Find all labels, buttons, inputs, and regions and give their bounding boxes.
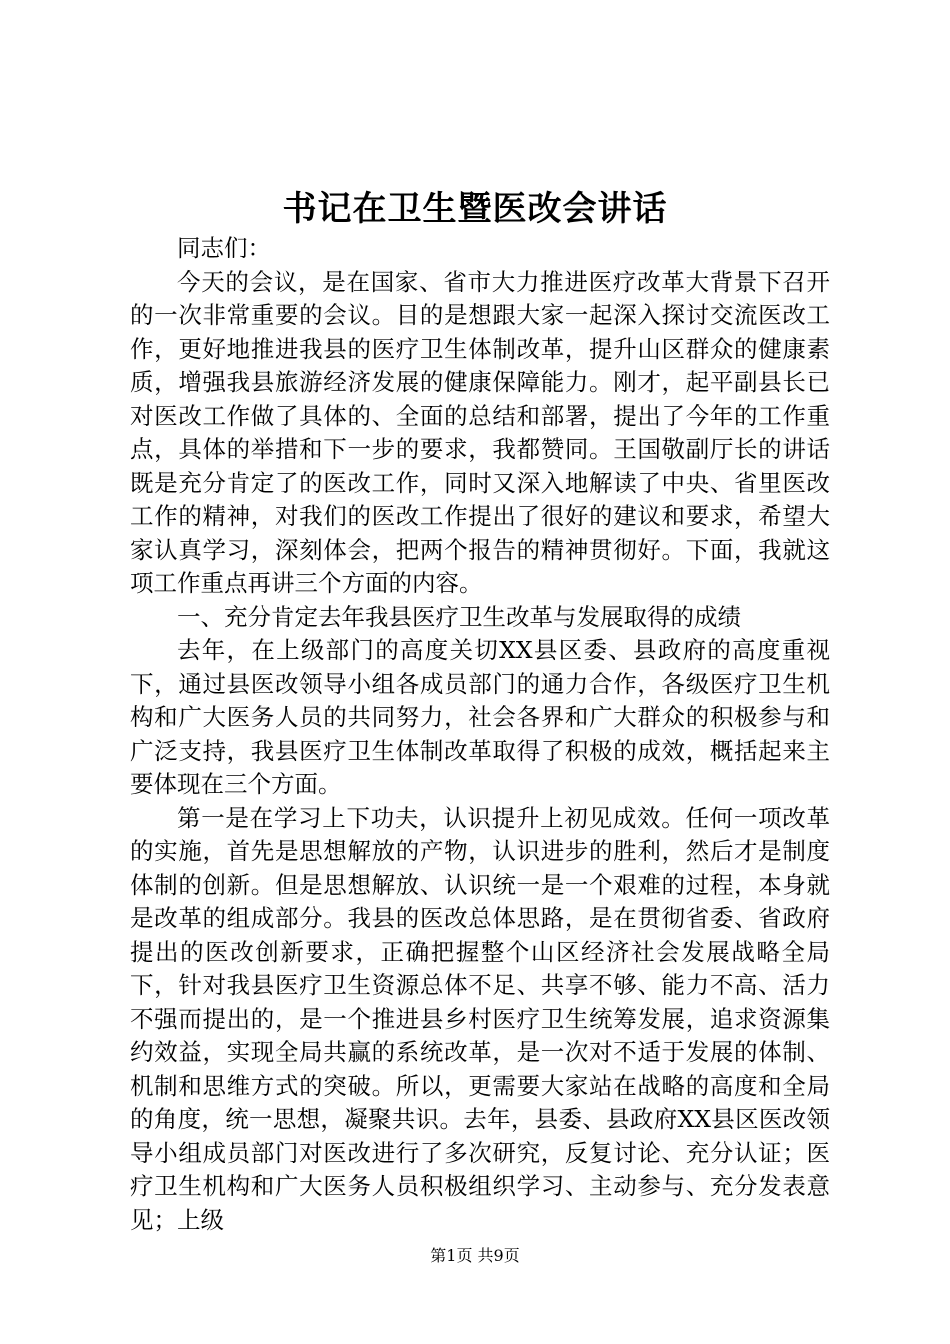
document-body [130, 232, 830, 1237]
document-title: 书记在卫生暨医改会讲话 [282, 189, 668, 229]
section-heading: 一、充分肯定去年我县医疗卫生改革与发展取得的成绩 [177, 602, 741, 631]
body-paragraph: 第一是在学习上下功夫，认识提升上初见成效。任何一项改革的实施，首先是思想解放的产物，认识进步的胜利，然后才是制度体制的创新。但是思想解放、认识统一是一个艰难的过程，本身就是改革的组成部分。我县的医改总体思路，是在贯彻省委、省政府提出的医改创新要求，正确把握整个山区经济社会发展战略全局下，针对我县医疗卫生资源总体不足、共享不够、能力不高、活力不强而提出的，是一个推进县乡村医疗卫生统筹发展，追求资源集约效益，实现全局共赢的系统改革，是一次对不适于发展的体制、机制和思维方式的突破。所以，更需要大家站在战略的高度和全局的角度，统一思想，凝聚共识。去年，县委、县政府XX县区医改领导小组成员部门对医改进行了多次研究，反复讨论、充分认证；医疗卫生机构和广大医务人员积极组织学习、主动参与、充分发表意见；上级 [130, 803, 830, 1234]
salutation-paragraph: 同志们： [177, 234, 271, 262]
body-paragraph: 去年，在上级部门的高度关切XX县区委、县政府的高度重视下，通过县医改领导小组各成员部门的通力合作，各级医疗卫生机构和广大医务人员的共同努力，社会各界和广大群众的积极参与和广泛支持，我县医疗卫生体制改革取得了积极的成效，概括起来主要体现在三个方面。 [130, 636, 830, 798]
intro-paragraph: 今天的会议，是在国家、省市大力推进医疗改革大背景下召开的一次非常重要的会议。目的是想跟大家一起深入探讨交流医改工作，更好地推进我县的医疗卫生体制改革，提升山区群众的健康素质，增强我县旅游经济发展的健康保障能力。刚才，起平副县长已对医改工作做了具体的、全面的总结和部署，提出了今年的工作重点，具体的举措和下一步的要求，我都赞同。王国敬副厅长的讲话既是充分肯定了的医改工作，同时又深入地解读了中央、省里医改工作的精神，对我们的医改工作提出了很好的建议和要求，希望大家认真学习，深刻体会，把两个报告的精神贯彻好。下面，我就这项工作重点再讲三个方面的内容。 [130, 267, 830, 597]
page-footer: 第1页 共9页 [430, 1246, 520, 1265]
